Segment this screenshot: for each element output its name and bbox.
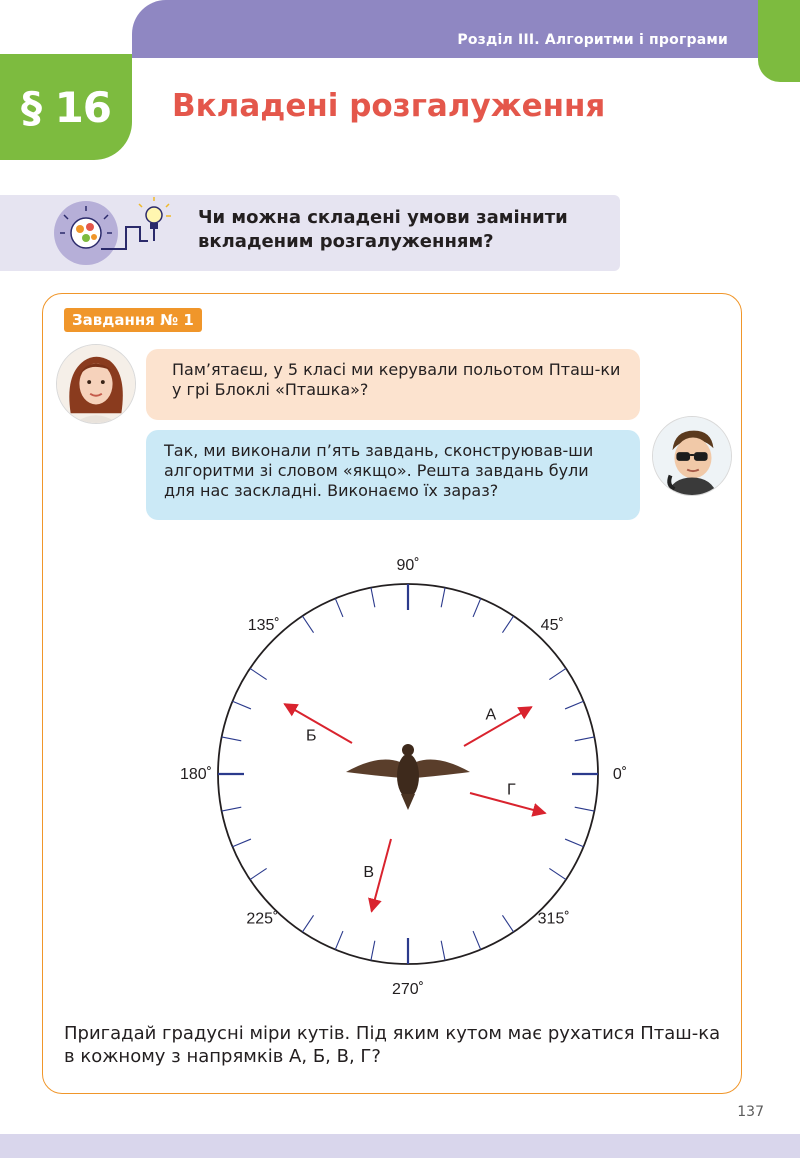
header-band: [132, 0, 758, 58]
header-corner-accent: [758, 0, 800, 82]
footer-band: [0, 1134, 800, 1158]
arrow-label: Б: [305, 727, 317, 745]
angle-label: 315˚: [537, 910, 570, 928]
compass-diagram: [150, 545, 670, 1015]
page-title: Вкладені розгалуження: [172, 88, 606, 124]
angle-label: 135˚: [247, 616, 280, 634]
boy-speech-bubble: Так, ми виконали п’ять завдань, сконструював-ши алгоритми зі словом «якщо». Решта завдань були для нас заскладні. Виконаємо їх зараз?: [146, 430, 640, 520]
page-number: 137: [737, 1104, 764, 1120]
angle-label: 45˚: [540, 616, 564, 634]
angle-label: 180˚: [179, 766, 213, 783]
brain-lightbulb-icon: [54, 197, 184, 269]
angle-label: 225˚: [246, 910, 279, 928]
section-label: Розділ III. Алгоритми і програми: [457, 32, 728, 48]
question-text: Чи можна складені умови замінити вкладеним розгалуженням?: [198, 207, 568, 252]
girl-speech-bubble: Пам’ятаєш, у 5 класі ми керували польотом Пташ-ки у грі Блоклі «Пташка»?: [146, 349, 640, 420]
arrow-label: Г: [506, 781, 516, 799]
task-question: Пригадай градусні міри кутів. Під яким кутом має рухатися Пташ-ка в кожному з напрямків А, Б, В, Г?: [64, 1023, 721, 1067]
angle-label: 270˚: [391, 981, 425, 998]
girl-avatar: [56, 344, 136, 424]
boy-avatar: [652, 416, 732, 496]
arrow-label: В: [363, 863, 375, 881]
arrow-label: А: [485, 706, 497, 724]
angle-label: 0˚: [612, 766, 628, 783]
task-label: Завдання № 1: [64, 308, 202, 332]
paragraph-badge: [0, 54, 132, 160]
paragraph-number: § 16: [20, 82, 112, 132]
angle-label: 90˚: [396, 557, 420, 574]
